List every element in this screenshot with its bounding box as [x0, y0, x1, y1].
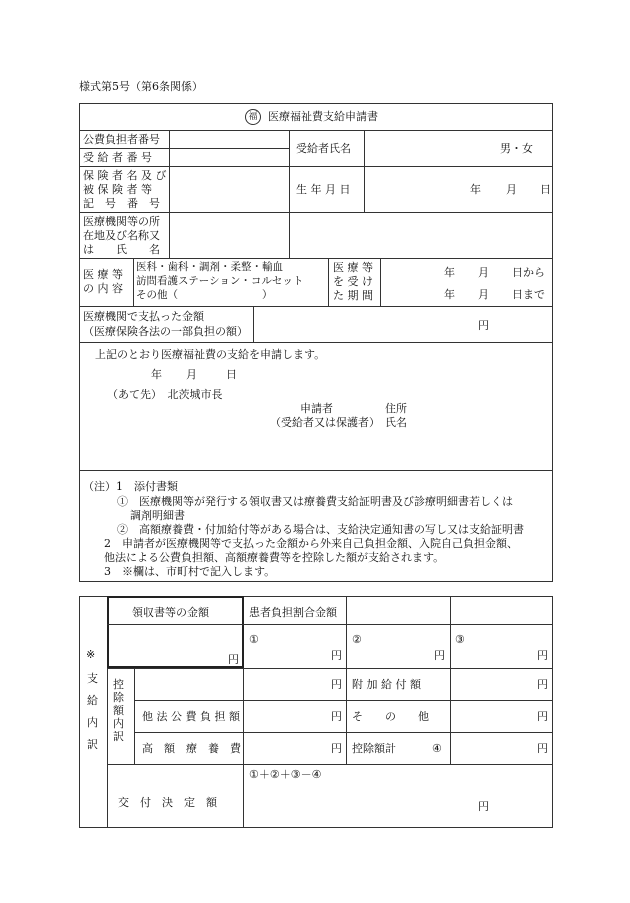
birthdate-label: 生 年 月 日 [296, 183, 351, 196]
insurer-field[interactable] [170, 167, 288, 211]
care-type-line1[interactable]: 医科・歯科・調剤・柔整・輸血 [136, 261, 283, 273]
receipt-amount-field[interactable] [109, 626, 242, 666]
side-char-1: 支 [87, 672, 98, 685]
decision-formula: ①＋②＋③－④ [249, 768, 322, 781]
care-type-line2[interactable]: 訪問看護ステーション・コルセット [136, 275, 304, 287]
side-char-3: 内 [87, 716, 98, 729]
institution-label-line1: 医療機関等の所 [83, 215, 160, 228]
deduction-char-2: 除 [113, 691, 124, 704]
birth-year-label: 年 [470, 183, 481, 196]
note-3: 3 ※欄は、市町村で記入します。 [104, 565, 276, 578]
deduction-total-label: 控除額計 [352, 742, 396, 755]
applicant-name-field[interactable] [410, 413, 550, 427]
care-content-label-line1: 医 療 等 [83, 268, 123, 281]
paid-amount-label-line2: （医療保険各法の一部負担の額） [83, 325, 248, 338]
care-period-label-line1: 医 療 等 [333, 261, 373, 274]
paid-amount-field[interactable] [254, 307, 552, 341]
note-1a-line2: 調剤明細書 [130, 509, 185, 522]
copay-3-yen: 円 [537, 649, 548, 662]
note-1a-line1: ① 医療機関等が発行する領収書又は療養費支給証明書及び診療明細書若しくは [117, 495, 513, 508]
period-from-year: 年 [444, 266, 455, 279]
deduction-total-marker: ④ [432, 742, 442, 755]
public-burden-number-field[interactable] [170, 131, 288, 147]
note-2-line2: 他法による公費負担額、高額療養費等を控除した額が支給されます。 [104, 551, 445, 564]
note-1-title: （注）1 添付書類 [83, 480, 178, 493]
period-until-year: 年 [444, 288, 455, 301]
decision-amount-field[interactable] [245, 766, 551, 826]
recipient-number-field[interactable] [170, 149, 288, 165]
copay-2-yen: 円 [434, 649, 445, 662]
decision-amount-label: 交 付 決 定 額 [118, 796, 217, 809]
copay-1-yen: 円 [331, 649, 342, 662]
institution-field[interactable] [290, 213, 552, 257]
recipient-name-field[interactable] [365, 131, 485, 165]
paid-amount-label-line1: 医療機関で支払った金額 [83, 310, 204, 323]
deduction-char-3: 額 [113, 704, 124, 717]
deduction-char-1: 控 [113, 678, 124, 691]
form-number: 様式第5号（第6条関係） [79, 80, 203, 93]
period-until-month: 月 [478, 288, 489, 301]
care-period-label-line2: を 受 け [333, 275, 373, 288]
side-char-4: 訳 [87, 738, 98, 751]
side-char-2: 給 [87, 694, 98, 707]
address-label: 住所 [385, 402, 407, 415]
other-label: そ の 他 [352, 710, 429, 723]
name-label: 氏名 [385, 416, 407, 429]
other-public-yen: 円 [331, 710, 342, 723]
high-cost-label: 高 額 療 養 費 [142, 742, 241, 755]
applicant-note: （受給者又は保護者） [270, 416, 380, 429]
birthdate-field[interactable] [365, 167, 552, 211]
paid-amount-yen: 円 [478, 319, 489, 332]
copay-ratio-label: 患者負担割合金額 [249, 606, 337, 619]
deduction-char-5: 訳 [113, 730, 124, 743]
recipient-number-label: 受 給 者 番 号 [83, 151, 152, 164]
addressee: （あて先） 北茨城市長 [107, 388, 223, 401]
apply-year-label: 年 [151, 368, 162, 381]
period-from-day: 日から [512, 266, 545, 279]
care-period-label-line3: た 期 間 [333, 289, 373, 302]
copay-2-marker: ② [352, 633, 362, 646]
institution-field-left[interactable] [170, 213, 288, 257]
application-statement: 上記のとおり医療福祉費の支給を申請します。 [95, 348, 326, 361]
care-type-line3[interactable]: その他（ ） [136, 289, 273, 301]
welfare-seal-icon: 福 [245, 109, 261, 125]
recipient-name-label: 受給者氏名 [296, 142, 351, 155]
deduction-total-yen: 円 [537, 742, 548, 755]
copay-3-marker: ③ [455, 633, 465, 646]
institution-label-line3: は 氏 名 [83, 243, 160, 256]
institution-label-line2: 在地及び名称又 [83, 229, 160, 242]
form-title: 医療福祉費支給申請書 [268, 110, 378, 123]
other-public-burden-label: 他 法 公 費 負 担 額 [142, 710, 240, 723]
other-yen: 円 [537, 710, 548, 723]
office-asterisk: ※ [86, 648, 96, 661]
supplementary-benefit-label: 附 加 給 付 額 [352, 678, 421, 691]
applicant-address-field[interactable] [410, 398, 550, 412]
high-cost-yen: 円 [331, 742, 342, 755]
birth-day-label: 日 [540, 183, 551, 196]
applicant-label: 申請者 [300, 402, 333, 415]
period-until-day: 日まで [512, 288, 545, 301]
public-burden-number-label: 公費負担者番号 [83, 133, 160, 146]
insurer-label-line3: 記 号 番 号 [83, 197, 160, 210]
apply-day-label: 日 [226, 368, 237, 381]
row1-yen: 円 [331, 678, 342, 691]
deduction-char-4: 内 [113, 717, 124, 730]
care-content-label-line2: の 内 容 [83, 282, 123, 295]
birth-month-label: 月 [506, 183, 517, 196]
insurer-label-line2: 被 保 険 者 等 [83, 183, 152, 196]
gender-option[interactable]: 男・女 [500, 142, 533, 155]
decision-yen: 円 [478, 800, 489, 813]
insurer-label-line1: 保 険 者 名 及 び [83, 169, 167, 182]
note-2-line1: 2 申請者が医療機関等で支払った金額から外来自己負担金額、入院自己負担金額、 [104, 537, 518, 550]
apply-month-label: 月 [186, 368, 197, 381]
period-from-month: 月 [478, 266, 489, 279]
note-1b: ② 高額療養費・付加給付等がある場合は、支給決定通知書の写し又は支給証明書 [117, 523, 524, 536]
supplementary-yen: 円 [537, 678, 548, 691]
receipt-amount-yen: 円 [228, 653, 239, 666]
receipt-amount-label: 領収書等の金額 [132, 606, 209, 619]
copay-1-marker: ① [249, 633, 259, 646]
